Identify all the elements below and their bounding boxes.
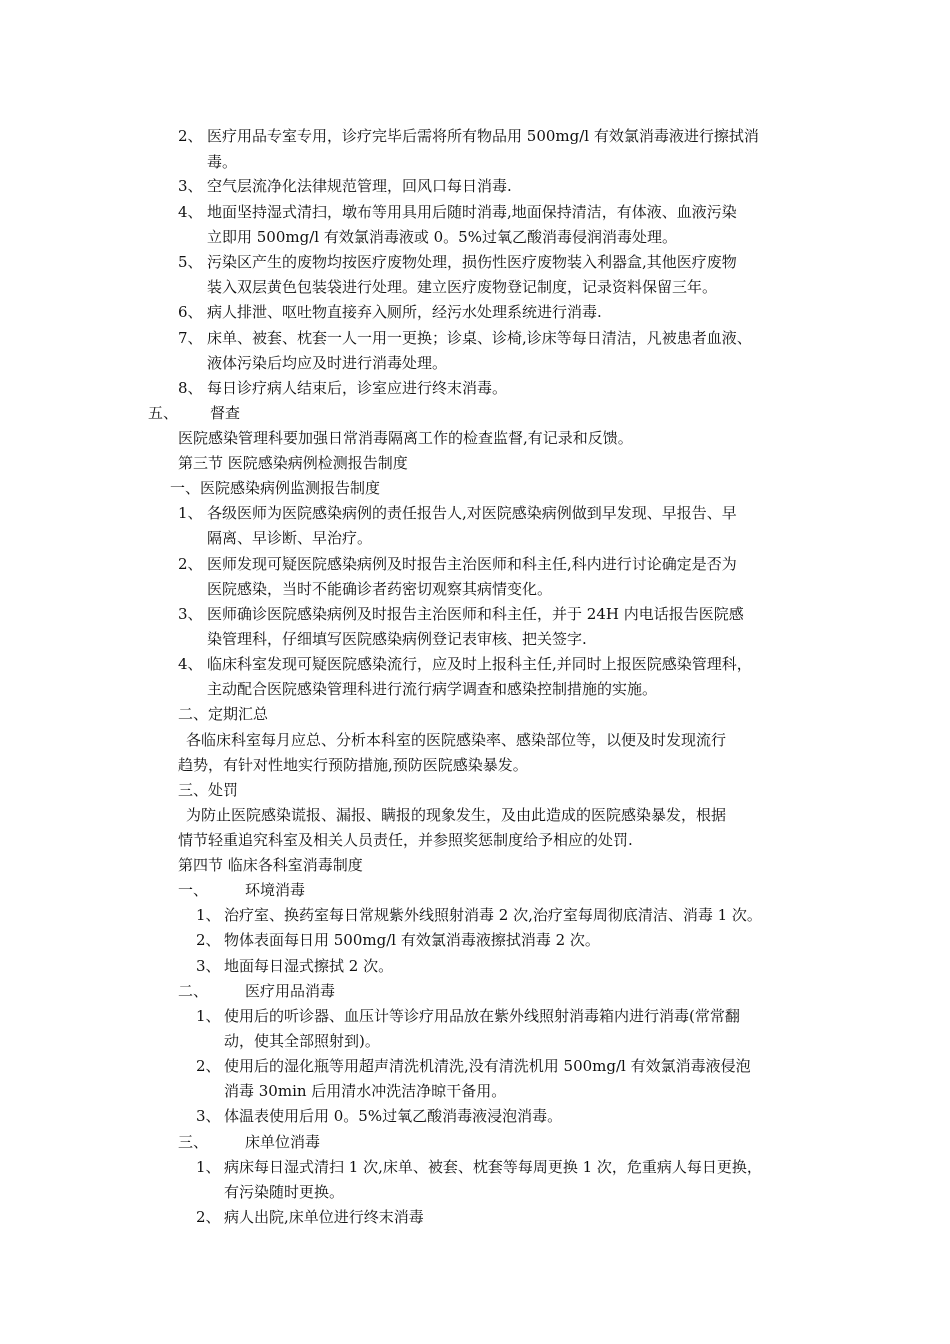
text-line: 污染区产生的废物均按医疗废物处理，损伤性医疗废物装入利器盒,其他医疗废物 (207, 253, 737, 271)
text-line: 使用后的听诊器、血压计等诊疗用品放在紫外线照射消毒箱内进行消毒(常常翻 (224, 1007, 740, 1025)
text-line: 医院感染，当时不能确诊者药密切观察其病情变化。 (207, 580, 553, 598)
text-line: 督查 (210, 404, 241, 422)
list-number: 3、 (196, 1107, 221, 1125)
list-number: 2、 (196, 1208, 221, 1226)
list-number: 2、 (178, 555, 203, 573)
text-line: 各级医师为医院感染病例的责任报告人,对医院感染病例做到早发现、早报告、早 (207, 504, 737, 522)
text-line: 病床每日湿式清扫 1 次,床单、被套、枕套等每周更换 1 次，危重病人每日更换， (224, 1158, 762, 1176)
text-line: 物体表面每日用 500mg/l 有效氯消毒液擦拭消毒 2 次。 (224, 931, 600, 949)
text-line: 医院感染管理科要加强日常消毒隔离工作的检查监督,有记录和反馈。 (178, 429, 633, 447)
text-line: 趋势，有针对性地实行预防措施,预防医院感染暴发。 (178, 756, 528, 774)
text-line: 体温表使用后用 0。5%过氧乙酸消毒液浸泡消毒。 (224, 1107, 563, 1125)
text-line: 医疗用品消毒 (245, 982, 336, 1000)
text-line: 床单位消毒 (245, 1133, 321, 1151)
text-line: 床单、被套、枕套一人一用一更换；诊桌、诊椅,诊床等每日清洁，凡被患者血液、 (207, 329, 752, 347)
text-line: 主动配合医院感染管理科进行流行病学调查和感染控制措施的实施。 (207, 680, 658, 698)
text-line: 隔离、早诊断、早治疗。 (207, 529, 373, 547)
text-line: 医师发现可疑医院感染病例及时报告主治医师和科主任,科内进行讨论确定是否为 (207, 555, 737, 573)
list-number: 2、 (178, 127, 203, 145)
text-line: 情节轻重追究科室及相关人员责任，并参照奖惩制度给予相应的处罚. (178, 831, 633, 849)
text-line: 二、定期汇总 (178, 705, 269, 723)
list-number: 二、 (178, 982, 209, 1000)
text-line: 毒。 (207, 153, 238, 171)
text-line: 第三节 医院感染病例检测报告制度 (178, 454, 408, 472)
text-line: 地面坚持湿式清扫，墩布等用具用后随时消毒,地面保持清洁，有体液、血液污染 (207, 203, 737, 221)
list-number: 2、 (196, 1057, 221, 1075)
list-number: 4、 (178, 655, 203, 673)
list-number: 7、 (178, 329, 203, 347)
list-number: 2、 (196, 931, 221, 949)
text-line: 临床科室发现可疑医院感染流行，应及时上报科主任,并同时上报医院感染管理科， (207, 655, 752, 673)
text-line: 液体污染后均应及时进行消毒处理。 (207, 354, 448, 372)
text-line: 环境消毒 (245, 881, 306, 899)
text-line: 三、处罚 (178, 781, 239, 799)
text-line: 一、医院感染病例监测报告制度 (170, 479, 381, 497)
text-line: 各临床科室每月应总、分析本科室的医院感染率、感染部位等，以便及时发现流行 (186, 731, 727, 749)
text-line: 病人出院,床单位进行终末消毒 (224, 1208, 424, 1226)
list-number: 6、 (178, 303, 203, 321)
list-number: 5、 (178, 253, 203, 271)
text-line: 空气层流净化法律规范管理，回风口每日消毒. (207, 177, 512, 195)
list-number: 8、 (178, 379, 203, 397)
list-number: 三、 (178, 1133, 209, 1151)
text-line: 病人排泄、呕吐物直接弃入厕所，经污水处理系统进行消毒. (207, 303, 602, 321)
text-line: 医师确诊医院感染病例及时报告主治医师和科主任，并于 24H 内电话报告医院感 (207, 605, 744, 623)
text-line: 动，使其全部照射到)。 (224, 1032, 380, 1050)
list-number: 五、 (148, 404, 179, 422)
text-line: 装入双层黄色包装袋进行处理。建立医疗废物登记制度，记录资料保留三年。 (207, 278, 718, 296)
text-line: 有污染随时更换。 (224, 1183, 345, 1201)
text-line: 为防止医院感染谎报、漏报、瞒报的现象发生，及由此造成的医院感染暴发，根据 (186, 806, 727, 824)
list-number: 1、 (196, 1158, 221, 1176)
list-number: 3、 (178, 177, 203, 195)
list-number: 3、 (196, 957, 221, 975)
text-line: 医疗用品专室专用，诊疗完毕后需将所有物品用 500mg/l 有效氯消毒液进行擦拭消 (207, 127, 759, 145)
text-line: 每日诊疗病人结束后，诊室应进行终末消毒。 (207, 379, 508, 397)
text-line: 地面每日湿式擦拭 2 次。 (224, 957, 394, 975)
text-line: 消毒 30min 后用清水冲洗洁净晾干备用。 (224, 1082, 507, 1100)
list-number: 1、 (178, 504, 203, 522)
list-number: 3、 (178, 605, 203, 623)
list-number: 1、 (196, 1007, 221, 1025)
list-number: 4、 (178, 203, 203, 221)
text-line: 第四节 临床各科室消毒制度 (178, 856, 363, 874)
list-number: 一、 (178, 881, 209, 899)
text-line: 染管理科，仔细填写医院感染病例登记表审核、把关签字. (207, 630, 587, 648)
text-line: 立即用 500mg/l 有效氯消毒液或 0。5%过氧乙酸消毒侵润消毒处理。 (207, 228, 677, 246)
text-line: 治疗室、换药室每日常规紫外线照射消毒 2 次,治疗室每周彻底清洁、消毒 1 次。 (224, 906, 762, 924)
text-line: 使用后的湿化瓶等用超声清洗机清洗,没有清洗机用 500mg/l 有效氯消毒液侵泡 (224, 1057, 751, 1075)
list-number: 1、 (196, 906, 221, 924)
